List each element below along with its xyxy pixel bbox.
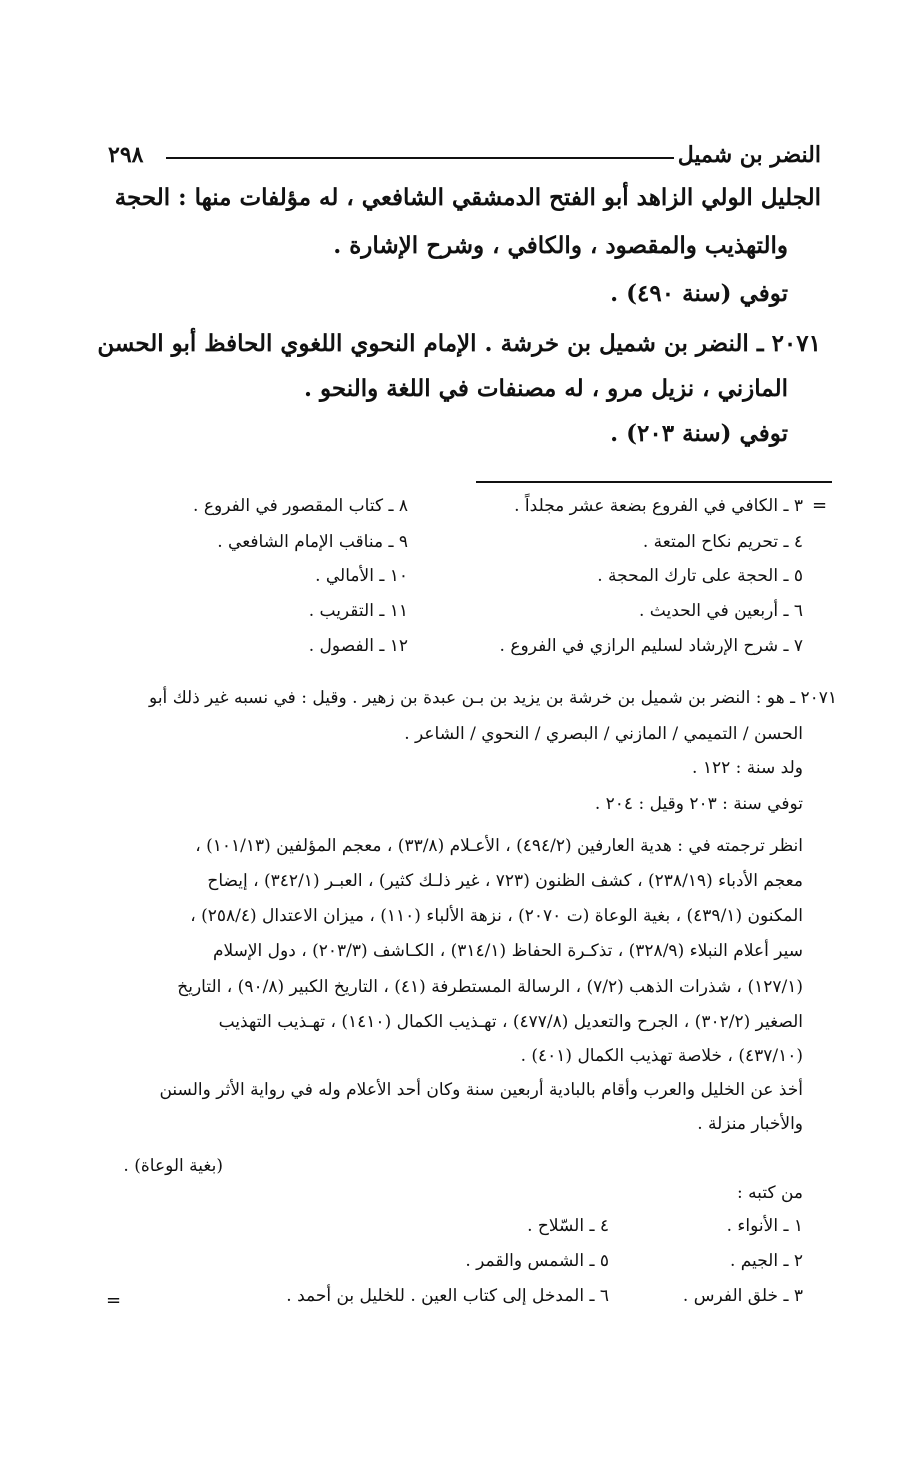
sources-line-2: معجم الأدباء (٢٣٨/١٩) ، كشف الظنون (٧٢٣ ، غير ذلـك كثير) ، العبـر (٣٤٢/١) ، إيضاح [207,871,803,891]
sources-line-1: انظر ترجمته في : هدية العارفين (٤٩٤/٢) ، الأعـلام (٣٣/٨) ، معجم المؤلفين (١٠١/١٣) ، [195,836,803,856]
book-6: ٦ ـ المدخل إلى كتاب العين . للخليل بن أحمد . [286,1286,609,1306]
work-item-4: ٤ ـ تحريم نكاح المتعة . [642,532,803,552]
work-item-5: ٥ ـ الحجة على تارك المحجة . [597,566,803,586]
sources-line-5: (١٢٧/١) ، شذرات الذهب (٧/٢) ، الرسالة المستطرفة (٤١) ، التاريخ الكبير (٩٠/٨) ، التاريخ [177,977,803,997]
work-item-10: ١٠ ـ الأمالي . [315,566,408,586]
entry-2071-line-2: المازني ، نزيل مرو ، له مصنفات في اللغة والنحو . [304,375,788,402]
quote-source: (بغية الوعاة) . [123,1156,223,1176]
work-item-8: ٨ ـ كتاب المقصور في الفروع . [193,496,408,516]
footnote-separator [476,481,832,483]
birth-year: ولد سنة : ١٢٢ . [692,758,803,778]
entry-note-line-1: ٢٠٧١ ـ هو : النضر بن شميل بن خرشة بن يزيد بن بـن عبدة بن زهير . وقيل : في نسبه غير ذلك أبو [149,688,837,708]
quote-line-2: والأخبار منزلة . [697,1114,803,1134]
entry-2071-death: توفي (سنة ٢٠٣) . [610,420,788,447]
running-title: النضر بن شميل [677,142,821,168]
death-year: توفي سنة : ٢٠٣ وقيل : ٢٠٤ . [594,794,803,814]
prev-entry-line-1: الجليل الولي الزاهد أبو الفتح الدمشقي الشافعي ، له مؤلفات منها : الحجة [114,184,821,211]
prev-entry-death: توفي (سنة ٤٩٠) . [610,280,788,307]
work-item-7: ٧ ـ شرح الإرشاد لسليم الرازي في الفروع . [499,636,803,656]
sources-line-4: سير أعلام النبلاء (٣٢٨/٩) ، تذكـرة الحفاظ (٣١٤/١) ، الكـاشف (٢٠٣/٣) ، دول الإسلام [212,941,803,961]
prev-entry-line-2: والتهذيب والمقصود ، والكافي ، وشرح الإشارة . [333,232,788,259]
entry-note-line-2: الحسن / التميمي / المازني / البصري / النحوي / الشاعر . [404,724,803,744]
work-item-11: ١١ ـ التقريب . [308,601,408,621]
sources-line-7: (٤٣٧/١٠) ، خلاصة تهذيب الكمال (٤٠١) . [520,1046,803,1066]
work-item-6: ٦ ـ أربعين في الحديث . [639,601,803,621]
entry-2071-line-1: ٢٠٧١ ـ النضر بن شميل بن خرشة . الإمام النحوي اللغوي الحافظ أبو الحسن [97,330,821,357]
page-number: ٢٩٨ [108,142,144,168]
book-3: ٣ ـ خلق الفرس . [682,1286,803,1306]
books-heading: من كتبه : [736,1183,803,1203]
sources-line-6: الصغير (٣٠٢/٢) ، الجرح والتعديل (٤٧٧/٨) ، تهـذيب الكمال (١٤١٠) ، تهـذيب التهذيب [218,1012,803,1032]
work-item-9: ٩ ـ مناقب الإمام الشافعي . [217,532,408,552]
work-item-3: ٣ ـ الكافي في الفروع بضعة عشر مجلداً . [514,496,803,516]
book-4: ٤ ـ السّلاح . [527,1216,609,1236]
book-2: ٢ ـ الجيم . [729,1251,803,1271]
end-continuation-marker: = [106,1290,122,1311]
sources-line-3: المكنون (٤٣٩/١) ، بغية الوعاة (ت ٢٠٧٠) ، نزهة الألباء (١١٠) ، ميزان الاعتدال (٢٥٨/٤) ، [190,906,803,926]
book-5: ٥ ـ الشمس والقمر . [465,1251,609,1271]
header-rule [166,157,674,159]
book-1: ١ ـ الأنواء . [726,1216,803,1236]
work-item-12: ١٢ ـ الفصول . [308,636,408,656]
continuation-marker: = [812,495,828,516]
quote-line-1: أخذ عن الخليل والعرب وأقام بالبادية أربعين سنة وكان أحد الأعلام وله في رواية الأثر والسنن [159,1080,803,1100]
